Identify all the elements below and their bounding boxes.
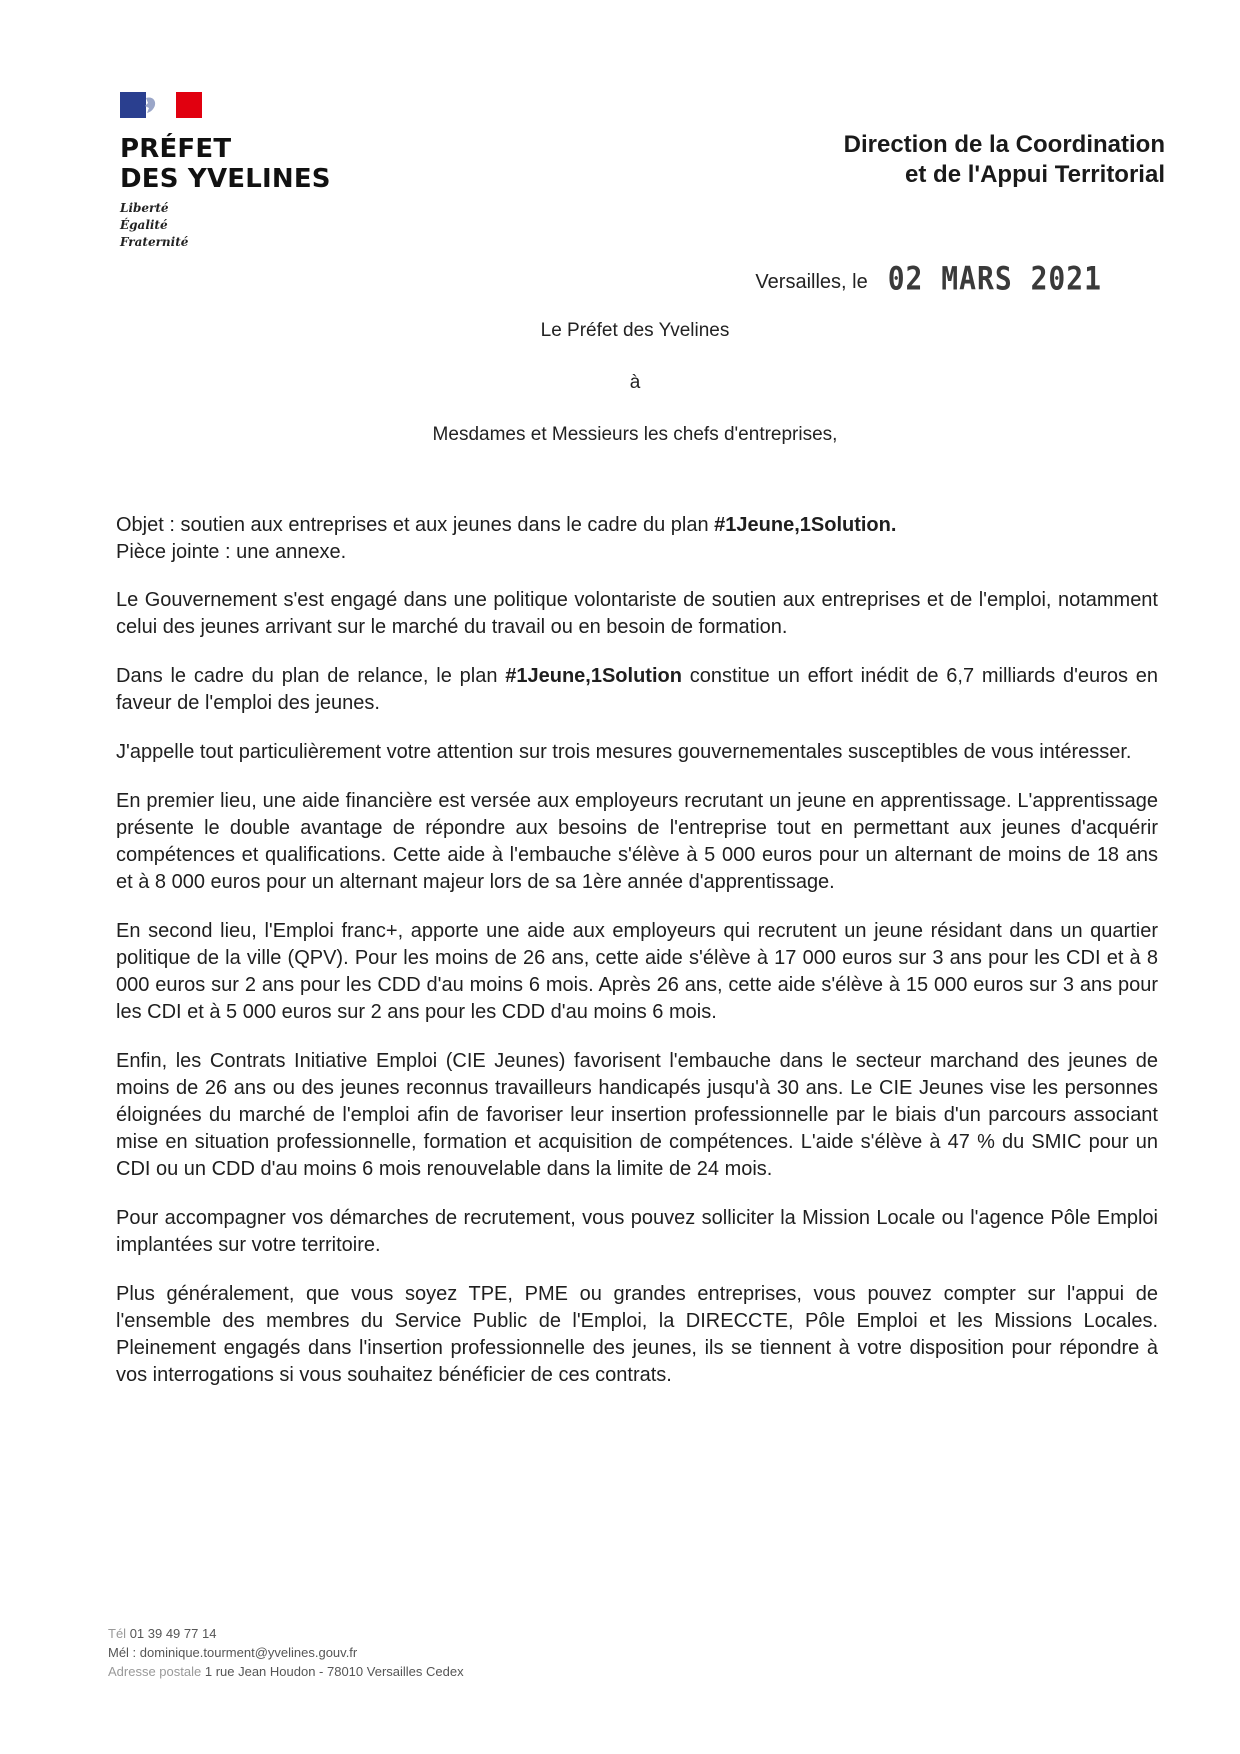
date-prefix: Versailles, le xyxy=(755,271,868,293)
marianne-icon xyxy=(142,95,162,115)
motto-liberte: Liberté xyxy=(120,201,169,215)
footer-mel xyxy=(108,1643,464,1662)
paragraph-3: J'appelle tout particulièrement votre attention sur trois mesures gouvernementales susceptibles de vous intéresser. xyxy=(116,741,1132,763)
paragraph-2-post: constitue un effort inédit de 6,7 milliards d'euros en faveur de l'emploi des jeunes. xyxy=(116,665,1158,714)
direction-header xyxy=(844,130,1165,190)
direction-line1: Direction de la Coordination xyxy=(843,131,1165,158)
paragraph-7: Pour accompagner vos démarches de recrutement, vous pouvez solliciter la Mission Locale ou l'agence Pôle Emploi implantées sur votre territoire. xyxy=(116,1207,1158,1256)
flag-white-band xyxy=(150,92,172,118)
footer-tel xyxy=(108,1624,464,1643)
direction-line2: et de l'Appui Territorial xyxy=(905,161,1165,188)
motto-egalite: Égalité xyxy=(120,218,168,232)
piece-jointe-line: Pièce jointe : une annexe. xyxy=(116,541,347,563)
letter-body xyxy=(116,587,1158,1411)
footer-adresse xyxy=(108,1662,464,1681)
paragraph-4: En premier lieu, une aide financière est versée aux employeurs recrutant un jeune en apprentissage. L'apprentissage présente le double avantage de répondre aux besoins de l'entreprise tout en permettant aux jeunes d'acquérir compétences et qualifications. Cette aide à l'embauche s'élève à 5 000 euros pour un alternant de moins de 18 ans et à 8 000 euros pour un alternant majeur lors de sa 1ère année d'apprentissage. xyxy=(116,790,1158,893)
paragraph-2-pre: Dans le cadre du plan de relance, le plan xyxy=(116,665,506,687)
date-line xyxy=(755,259,1102,298)
flag-red-band xyxy=(176,92,202,118)
footer-tel-value: 01 39 49 77 14 xyxy=(129,1626,217,1641)
objet-block xyxy=(116,512,896,566)
footer-adresse-label: Adresse postale xyxy=(108,1664,202,1679)
date-stamp: 02 MARS 2021 xyxy=(887,259,1102,298)
paragraph-1: Le Gouvernement s'est engagé dans une politique volontariste de soutien aux entreprises et de l'emploi, notamment celui des jeunes arrivant sur le marché du travail ou en besoin de formation. xyxy=(116,589,1158,638)
objet-label: Objet : soutien aux entreprises et aux jeunes dans le cadre du plan xyxy=(116,514,715,536)
paragraph-2-hashtag: #1Jeune,1Solution xyxy=(505,665,682,687)
footer-tel-label: Tél xyxy=(108,1626,127,1641)
contact-footer xyxy=(108,1624,464,1681)
paragraph-5: En second lieu, l'Emploi franc+, apporte une aide aux employeurs qui recrutent un jeune résidant dans un quartier politique de la ville (QPV). Pour les moins de 26 ans, cette aide s'élève à 17 000 euros sur 3 ans pour les CDI et à 8 000 euros sur 2 ans pour les CDD d'au moins 6 mois. Après 26 ans, cette aide s'élève à 15 000 euros sur 3 ans pour les CDI et à 5 000 euros sur 2 ans pour les CDD d'au moins 6 mois. xyxy=(116,920,1158,1023)
objet-line xyxy=(116,512,896,539)
sender-line: Le Préfet des Yvelines xyxy=(540,320,730,341)
prefet-title xyxy=(120,134,331,194)
footer-adresse-value: 1 rue Jean Houdon - 78010 Versailles Cedex xyxy=(204,1664,464,1679)
recipients-line: Mesdames et Messieurs les chefs d'entreprises, xyxy=(432,424,838,445)
to-line: à xyxy=(629,372,641,393)
objet-hashtag: #1Jeune,1Solution. xyxy=(714,514,897,536)
prefecture-logo-block xyxy=(120,92,331,251)
paragraph-8: Plus généralement, que vous soyez TPE, PME ou grandes entreprises, vous pouvez compter sur l'appui de l'ensemble des membres du Service Public de l'Emploi, la DIRECCTE, Pôle Emploi et les Missions Locales. Pleinement engagés dans l'insertion professionnelle des jeunes, ils se tiennent à votre disposition pour répondre à vos interrogations si vous souhaitez bénéficier de ces contrats. xyxy=(116,1283,1158,1386)
footer-mel-label: Mél : xyxy=(108,1645,137,1660)
motto-fraternite: Fraternité xyxy=(120,235,189,249)
footer-mel-value: dominique.tourment@yvelines.gouv.fr xyxy=(139,1645,358,1660)
republic-flag-logo xyxy=(120,92,331,118)
republic-motto xyxy=(120,200,331,251)
prefet-title-line2: DES YVELINES xyxy=(120,164,331,194)
paragraph-6: Enfin, les Contrats Initiative Emploi (CIE Jeunes) favorisent l'embauche dans le secteur marchand des jeunes de moins de 26 ans ou des jeunes reconnus travailleurs handicapés jusqu'à 30 ans. Le CIE Jeunes vise les personnes éloignées du marché de l'emploi afin de favoriser leur insertion professionnelle par le biais d'un parcours associant mise en situation professionnelle, formation et acquisition de compétences. L'aide s'élève à 47 % du SMIC pour un CDI ou un CDD d'au moins 6 mois renouvelable dans la limite de 24 mois. xyxy=(116,1050,1158,1180)
paragraph-2 xyxy=(116,663,1158,717)
prefet-title-line1: PRÉFET xyxy=(120,134,232,164)
